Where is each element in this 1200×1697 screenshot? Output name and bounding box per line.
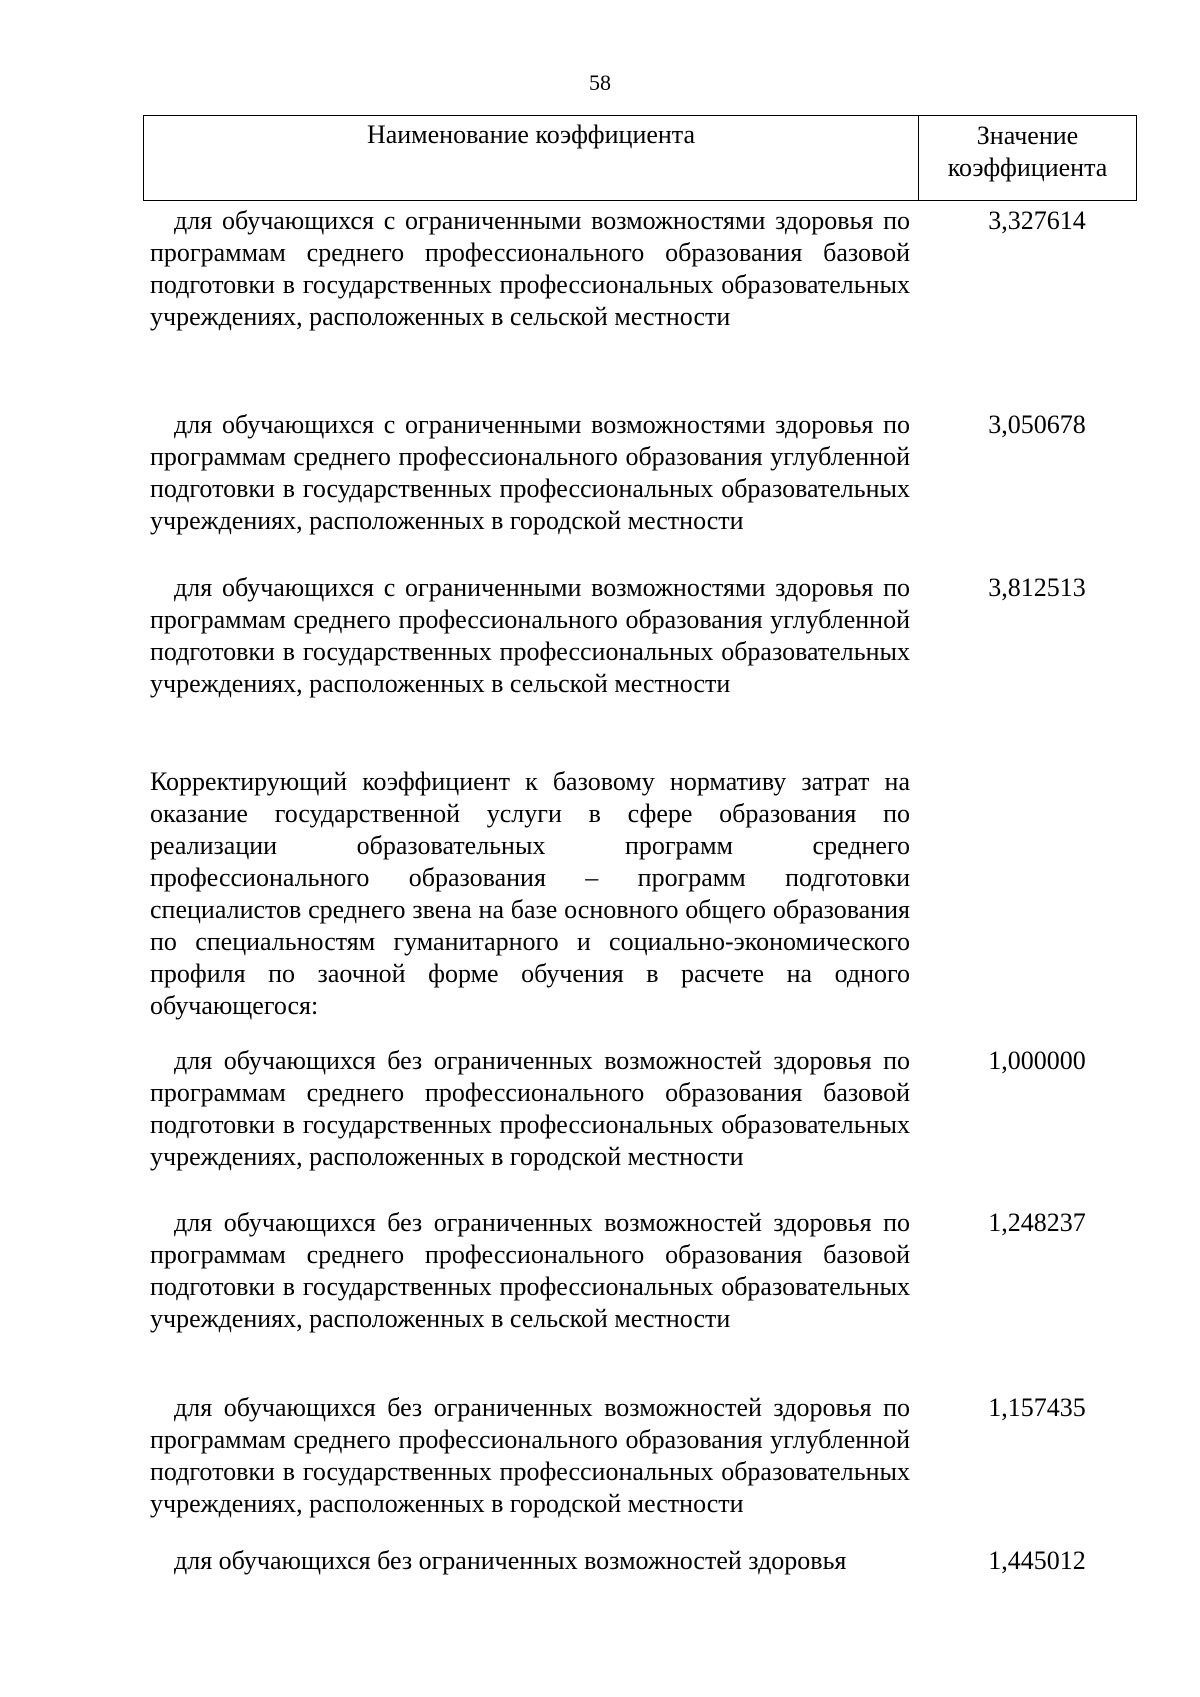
column-header-value-line1: Значение — [976, 121, 1079, 150]
coefficient-description: для обучающихся с ограниченными возможностями здоровья по программам среднего профессионального образования углубленной подготовки в государственных профессиональных образовательных учреждениях, расположенных в городской местности — [150, 410, 910, 535]
coefficient-description: для обучающихся с ограниченными возможностями здоровья по программам среднего профессионального образования углубленной подготовки в государственных профессиональных образовательных учреждениях, расположенных в сельской местности — [150, 573, 910, 698]
coefficient-value: 3,050678 — [988, 410, 1086, 439]
coefficient-value: 3,812513 — [988, 573, 1086, 602]
coefficient-value: 1,445012 — [988, 1546, 1086, 1575]
coefficient-description: для обучающихся без ограниченных возможностей здоровья по программам среднего профессионального образования базовой подготовки в государственных профессиональных образовательных учреждениях, расположенных в городской местности — [150, 1046, 910, 1171]
column-header-name: Наименование коэффициента — [144, 116, 919, 200]
column-header-value — [919, 116, 1136, 204]
coefficient-description: для обучающихся без ограниченных возможностей здоровья по программам среднего профессионального образования углубленной подготовки в государственных профессиональных образовательных учреждениях, расположенных в городской местности — [150, 1393, 910, 1518]
coefficient-value: 1,000000 — [988, 1046, 1086, 1075]
coefficient-description: для обучающихся без ограниченных возможностей здоровья по программам среднего профессионального образования базовой подготовки в государственных профессиональных образовательных учреждениях, расположенных в сельской местности — [150, 1208, 910, 1333]
coefficient-description: для обучающихся без ограниченных возможностей здоровья — [174, 1546, 847, 1575]
coefficient-value: 1,248237 — [988, 1208, 1086, 1237]
table-header — [143, 115, 1137, 201]
column-header-value-line2: коэффициента — [947, 153, 1108, 182]
coefficient-value: 1,157435 — [988, 1393, 1086, 1422]
coefficient-description: для обучающихся с ограниченными возможностями здоровья по программам среднего профессионального образования базовой подготовки в государственных профессиональных образовательных учреждениях, расположенных в сельской местности — [150, 206, 910, 331]
coefficient-value: 3,327614 — [988, 206, 1086, 235]
section-heading: Корректирующий коэффициент к базовому нормативу затрат на оказание государственной услуги в сфере образования по реализации образовательных программ среднего профессионального образования – программ подготовки специалистов среднего звена на базе основного общего образования по специальностям гуманитарного и социально-экономического профиля по заочной форме обучения в расчете на одного обучающегося: — [150, 767, 910, 1020]
page-number: 58 — [589, 70, 611, 95]
